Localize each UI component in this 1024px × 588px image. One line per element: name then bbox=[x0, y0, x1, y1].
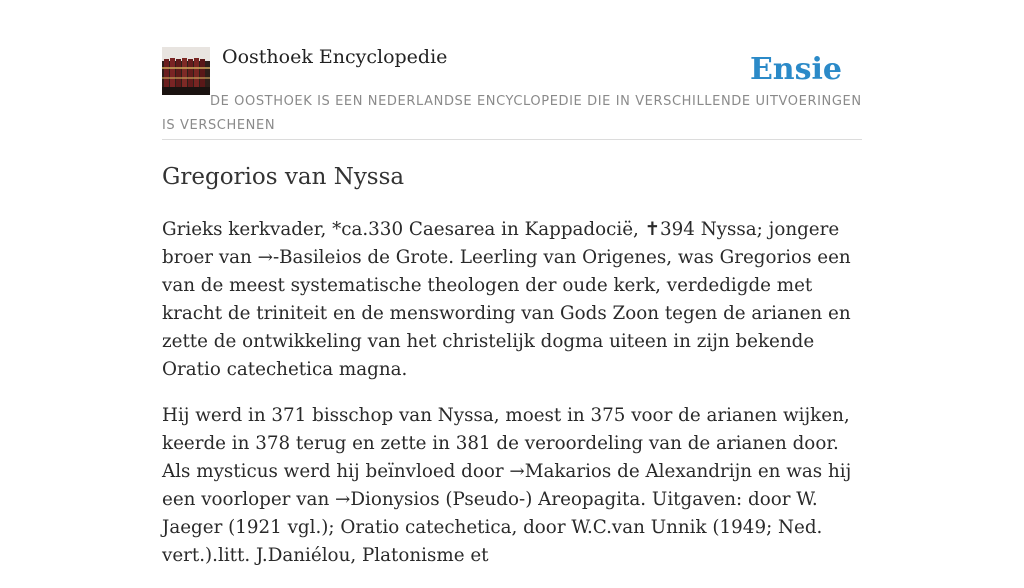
article-paragraph: Hij werd in 371 bisschop van Nyssa, moest in 375 voor de arianen wijken, keerde in 378 terug en zette in 381 de veroordeling van de arianen door. Als mysticus werd hij beïnvloed door →Makarios de Alexandrijn en was hij een voorloper van →Dionysios (Pseudo-) Areopagita. Uitgaven: door W. Jaeger (1921 vgl.); Oratio catechetica, door W.C.van Unnik (1949; Ned. vert.).litt. J.Daniélou, Platonisme et bbox=[162, 405, 852, 566]
site-header bbox=[162, 0, 862, 140]
page-title: Gregorios van Nyssa bbox=[162, 164, 405, 190]
publication-avatar[interactable] bbox=[162, 47, 210, 95]
publication-name[interactable]: Oosthoek Encyclopedie bbox=[222, 46, 448, 68]
book-spines-icon bbox=[162, 47, 210, 95]
publication-description: DE OOSTHOEK IS EEN NEDERLANDSE ENCYCLOPEDIE DIE IN VERSCHILLENDE UITVOERINGEN IS VERSCHENEN bbox=[162, 94, 862, 133]
page-container bbox=[162, 0, 862, 566]
article-paragraph: Grieks kerkvader, *ca.330 Caesarea in Kappadocië, ✝394 Nyssa; jongere broer van →-Basileios de Grote. Leerling van Origenes, was Gregorios een van de meest systematische theologen der oude kerk, verdedigde met kracht de triniteit en de menswording van Gods Zoon tegen de arianen en zette de ontwikkeling van het christelijk dogma uiteen in zijn bekende Oratio catechetica magna. bbox=[162, 219, 851, 380]
article-body bbox=[162, 216, 862, 588]
brand-logo[interactable]: Ensie bbox=[749, 52, 842, 87]
